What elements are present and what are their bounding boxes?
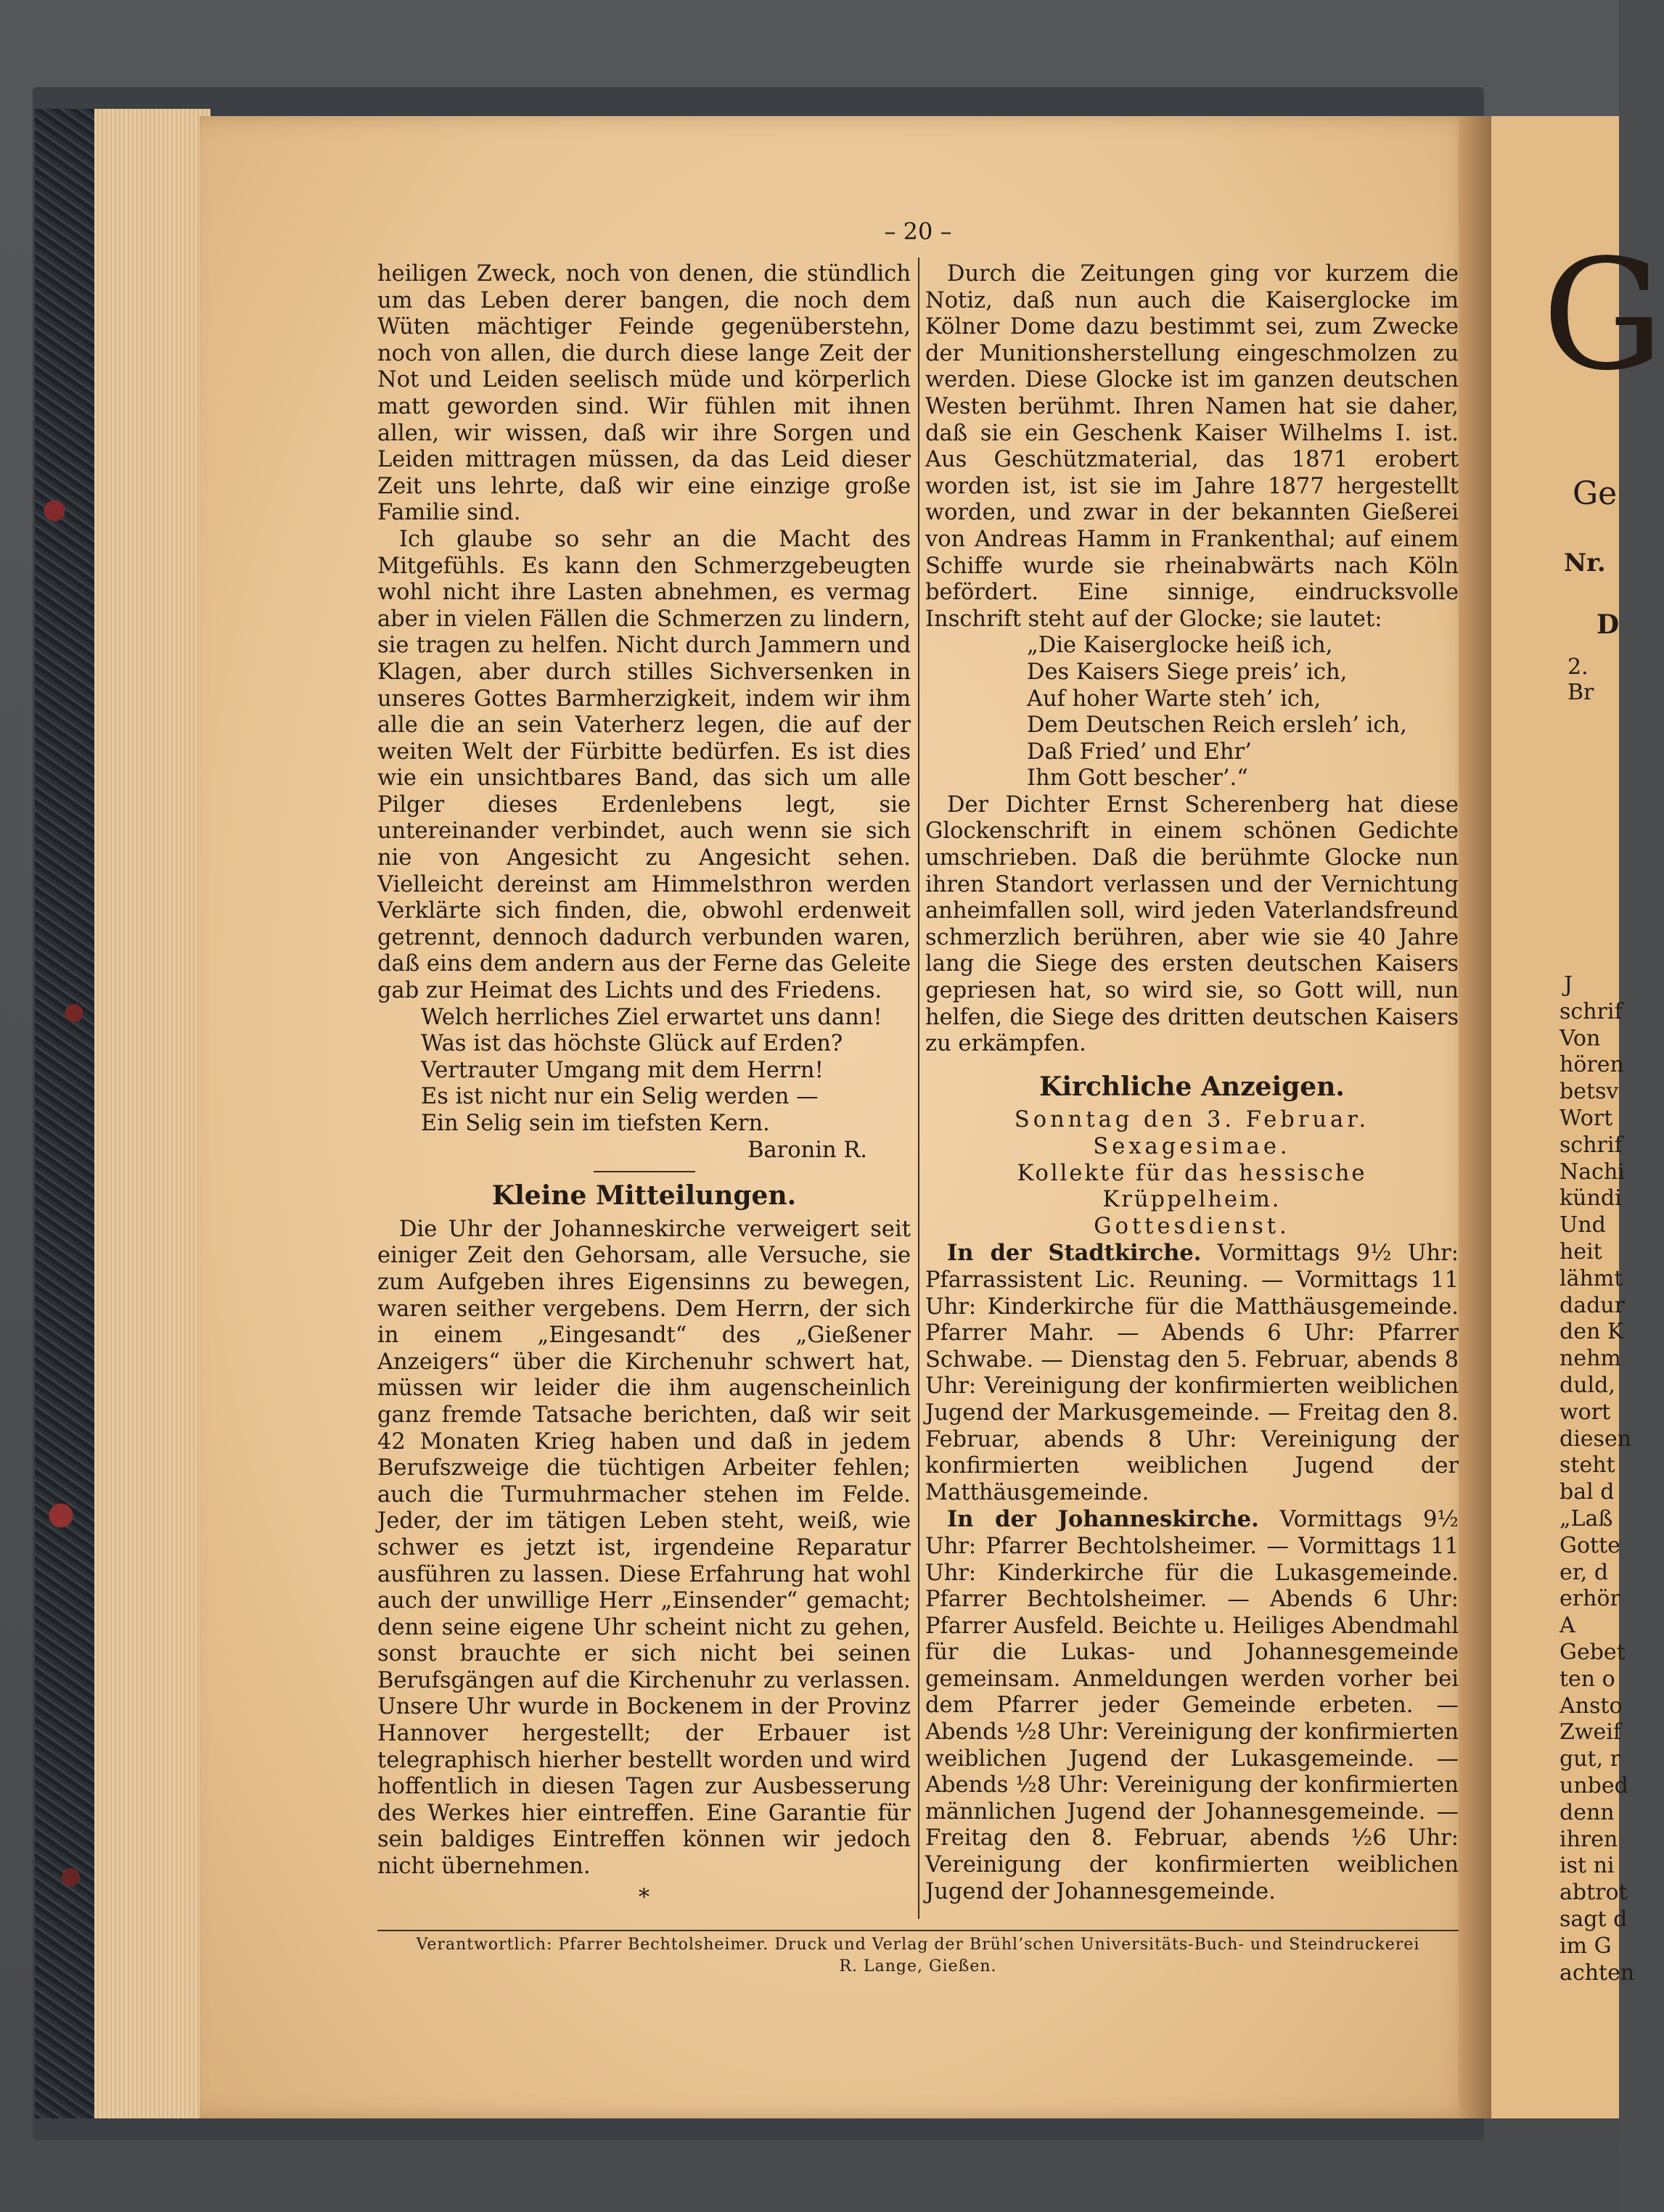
issue-label: Nr. — [1564, 548, 1606, 577]
end-mark: * — [638, 1884, 650, 1910]
column-divider — [918, 258, 919, 1919]
next-page-word: ist ni — [1560, 1853, 1615, 1879]
next-page-word: sagt d — [1560, 1907, 1628, 1932]
next-page-word: J — [1564, 972, 1573, 998]
next-page-word: unbed — [1560, 1773, 1628, 1798]
section-heading-kleine-mitteilungen: Kleine Mitteilungen. — [491, 1180, 797, 1212]
verse-line: Des Kaisers Siege preis’ ich, — [1027, 659, 1348, 685]
left-column — [377, 261, 911, 1911]
next-page-word: gut, r — [1560, 1746, 1620, 1772]
next-page-word: lähmt — [1560, 1265, 1623, 1291]
next-page-word: A — [1560, 1613, 1575, 1639]
next-page-word: dadur — [1560, 1292, 1625, 1318]
date-line: Sonntag den 3. Februar. — [1014, 1107, 1370, 1133]
next-page-word: er, d — [1560, 1559, 1609, 1585]
verse-line: Ein Selig sein im tiefsten Kern. — [421, 1111, 770, 1136]
imprint-line-1: Verantwortlich: Pfarrer Bechtolsheimer. Druck und Verlag der Brühl’schen Universitäts-Buch- und Steindruckerei — [416, 1936, 1420, 1954]
page-number: – 20 – — [884, 218, 952, 245]
next-page-word: im G — [1560, 1933, 1612, 1959]
verse-line: Ihm Gott bescher’.“ — [1027, 765, 1248, 792]
verse-line: Es ist nicht nur ein Selig werden — — [421, 1084, 819, 1110]
next-page-word: Von — [1560, 1025, 1601, 1051]
next-page-word: Gotte — [1560, 1532, 1620, 1558]
next-page-word: denn — [1560, 1799, 1615, 1825]
next-page-word: schrif — [1560, 1132, 1623, 1158]
page-content — [377, 218, 1459, 1995]
next-page-fragment — [1491, 116, 1664, 2118]
next-page-word: wort — [1560, 1399, 1611, 1425]
verse-line: Dem Deutschen Reich ersleh’ ich, — [1027, 712, 1407, 739]
imprint-line-2: R. Lange, Gießen. — [839, 1957, 997, 1975]
stadtkirche-text: Vormittags 9½ Uhr: Pfarrassistent Lic. Reuning. — Vormittags 11 Uhr: Kinderkirche für die Matthäusgemeinde. Pfarrer Mahr. — Abends 6 Uhr: Pfarrer Schwabe. — Dienstag den 5. Februar, abends 8 Uhr: Vereinigung der konfirmierten weiblichen Jugend der Markusgemeinde. — Freitag den 8. Februar, abends 8 Uhr: Vereinigung der konfirmierten weiblichen Jugend der Matthäusgemeinde. — [925, 1241, 1459, 1505]
verse-line: Was ist das höchste Glück auf Erden? — [421, 1031, 843, 1057]
next-page-word: „Laß — [1560, 1506, 1613, 1531]
next-page-word: duld, — [1560, 1373, 1615, 1398]
book-gutter — [1459, 116, 1495, 2118]
verse-line: Daß Fried’ und Ehr’ — [1027, 739, 1252, 765]
next-page-word: Gebet — [1560, 1640, 1626, 1665]
verse-line: Vertrauter Umgang mit dem Herrn! — [421, 1057, 824, 1083]
collection-line: Kollekte für das hessische Krüppelheim. — [1017, 1160, 1367, 1213]
next-page-word: Zweif — [1560, 1719, 1621, 1746]
heading-fragment: D — [1597, 609, 1620, 640]
johanneskirche-entry — [925, 1506, 1459, 1905]
page-edges — [94, 109, 210, 2118]
verse-line: „Die Kaiserglocke heiß ich, — [1027, 633, 1333, 659]
right-paragraph-2: Der Dichter Ernst Scherenberg hat diese Glockenschrift in einem schönen Gedichte umschrieben. Daß die berühmte Glocke nun ihren Standort verlassen und der Vernichtung anheimfallen soll, wird jeden Vaterlandsfreund schmerzlich berühren, aber wie sie 40 Jahre lang die Siege des ersten deutschen Kaisers gepriesen hat, so wird sie, so Gott will, nun helfen, die Siege des dritten deutschen Kaisers zu erkämpfen. — [925, 792, 1459, 1057]
johanneskirche-text: Vormittags 9½ Uhr: Pfarrer Bechtolsheimer. — Vormittags 11 Uhr: Kinderkirche für die Lukasgemeinde. Pfarrer Bechtolsheimer. — Abends 6 Uhr: Pfarrer Ausfeld. Beichte u. Heiliges Abendmahl für die Lukas- und Johannesgemeinde gemeinsam. Anmeldungen werden vorher bei dem Pfarrer jeder Gemeinde erbeten. — Abends ½8 Uhr: Vereinigung der konfirmierten weiblichen Jugend der Lukasgemeinde. — Abends ½8 Uhr: Vereinigung der konfirmierten männlichen Jugend der Johannesgemeinde. — Freitag den 8. Februar, abends ½6 Uhr: Vereinigung der konfirmierten weiblichen Jugend der Johannesgemeinde. — [925, 1507, 1459, 1904]
left-verse — [421, 1005, 911, 1138]
signature: Baronin R. — [747, 1137, 867, 1163]
next-page-word: ihren — [1560, 1826, 1618, 1852]
verse-line: Auf hoher Warte steh’ ich, — [1027, 686, 1321, 712]
service-heading: Gottesdienst. — [1094, 1213, 1290, 1239]
bell-inscription — [1027, 633, 1459, 792]
next-page-word: steht — [1560, 1452, 1615, 1479]
right-column — [925, 261, 1459, 1905]
next-page-word: Ansto — [1560, 1693, 1623, 1719]
verse-line: Welch herrliches Ziel erwartet uns dann! — [421, 1004, 882, 1030]
marbled-edge — [35, 109, 100, 2118]
left-paragraph-1: heiligen Zweck, noch von denen, die stündlich um das Leben derer bangen, die noch dem Wüten mächtiger Feinde gegenüberstehn, noch von allen, die durch diese lange Zeit der Not und Leiden seelisch müde und körperlich matt geworden sind. Wir fühlen mit ihnen allen, wir wissen, daß wir ihre Sorgen und Leiden mittragen müssen, da das Leid dieser Zeit uns lehrte, daß wir eine einzige große Familie sind. — [377, 261, 911, 526]
next-page-word: kündi — [1560, 1185, 1622, 1212]
section-heading-kirchliche-anzeigen: Kirchliche Anzeigen. — [1039, 1071, 1345, 1102]
next-page-word: abtrot — [1560, 1880, 1628, 1906]
johanneskirche-title: In der Johanneskirche. — [947, 1506, 1259, 1533]
divider — [594, 1171, 695, 1172]
date-fragment: 2. Br — [1567, 654, 1594, 705]
stadtkirche-entry — [925, 1240, 1459, 1506]
next-page-word: bal d — [1560, 1479, 1615, 1505]
next-page-word: Und — [1560, 1212, 1606, 1238]
next-page-word: achten — [1560, 1960, 1635, 1986]
next-page-word: heit — [1560, 1239, 1602, 1265]
next-page-word: betsv — [1560, 1079, 1619, 1105]
next-page-word: den K — [1560, 1319, 1624, 1345]
next-page-word: Nachi — [1560, 1159, 1625, 1185]
next-page-word: ten o — [1560, 1666, 1615, 1692]
next-page-word: erhör — [1560, 1586, 1620, 1612]
sunday-name: Sexagesimae. — [1093, 1134, 1291, 1159]
next-page-word: schrif — [1560, 998, 1623, 1024]
next-page-word: Wort — [1560, 1106, 1613, 1131]
masthead-letter: G — [1542, 226, 1664, 404]
masthead-small: Ge — [1573, 475, 1618, 512]
left-paragraph-2: Ich glaube so sehr an die Macht des Mitgefühls. Es kann den Schmerzgebeugten wohl nicht ihre Lasten abnehmen, es vermag aber in vielen Fällen die Schmerzen zu lindern, sie tragen zu helfen. Nicht durch Jammern und Klagen, aber durch stilles Sichversenken in unseres Gottes Barmherzigkeit, indem wir ihm alle die an sein Vaterherz legen, die auf der weiten Welt der Fürbitte bedürfen. Es ist dies wie ein unsichtbares Band, das sich um alle Pilger dieses Erdenlebens legt, sie untereinander verbindet, auch wenn sie sich nie von Angesicht zu Angesicht sehen. Vielleicht dereinst am Himmelsthron werden Verklärte sich finden, die, obwohl erdenweit getrennt, dennoch dadurch verbunden waren, daß eins dem andern aus der Ferne das Geleite gab zur Heimat des Lichts und des Friedens. — [377, 526, 911, 1004]
next-page-word: diesen — [1560, 1426, 1632, 1452]
right-paragraph-1: Durch die Zeitungen ging vor kurzem die Notiz, daß nun auch die Kaiserglocke im Kölner Dome dazu bestimmt sei, zum Zwecke der Munitionsherstellung eingeschmolzen zu werden. Diese Glocke ist im ganzen deutschen Westen berühmt. Ihren Namen hat sie daher, daß sie ein Geschenk Kaiser Wilhelms I. ist. Aus Geschützmaterial, das 1871 erobert worden ist, ist sie im Jahre 1877 hergestellt worden, und zwar in der bekannten Gießerei von Andreas Hamm in Frankenthal; auf einem Schiffe wurde sie rheinabwärts nach Köln befördert. Eine sinnige, eindrucksvolle Inschrift steht auf der Glocke; sie lautet: — [925, 261, 1459, 632]
imprint-footer — [377, 1930, 1459, 1978]
stadtkirche-title: In der Stadtkirche. — [947, 1240, 1202, 1267]
next-page-word: hören — [1560, 1052, 1624, 1078]
kleine-mitteilungen-text: Die Uhr der Johanneskirche verweigert seit einiger Zeit den Gehorsam, alle Versuche, sie zum Aufgeben ihres Eigensinns zu bewegen, waren seither vergebens. Dem Herrn, der sich in einem „Eingesandt“ des „Gießener Anzeigers“ über die Kirchenuhr schwert hat, müssen wir leider die ihm augenscheinlich ganz fremde Tatsache berichten, daß wir seit 42 Monaten Krieg haben und daß in jedem Berufszweige die tüchtigen Arbeiter fehlen; auch die Turmuhrmacher stehen im Felde. Jeder, der im tätigen Leben steht, weiß, wie schwer es jetzt ist, irgendeine Reparatur ausführen zu lassen. Diese Erfahrung hat wohl auch der unwillige Herr „Einsender“ gemacht; denn seine eigene Uhr scheint nicht zu gehen, sonst brauchte er sich nicht bei seinen Berufsgängen auf die Kirchenuhr zu verlassen. Unsere Uhr wurde in Bockenem in der Provinz Hannover hergestellt; der Erbauer ist telegraphisch hierher bestellt worden und wird hoffentlich in diesen Tagen zur Ausbesserung des Werkes hier eintreffen. Eine Garantie für sein baldiges Eintreffen können wir jedoch nicht übernehmen. — [377, 1216, 911, 1880]
next-page-word: nehm — [1560, 1346, 1621, 1372]
